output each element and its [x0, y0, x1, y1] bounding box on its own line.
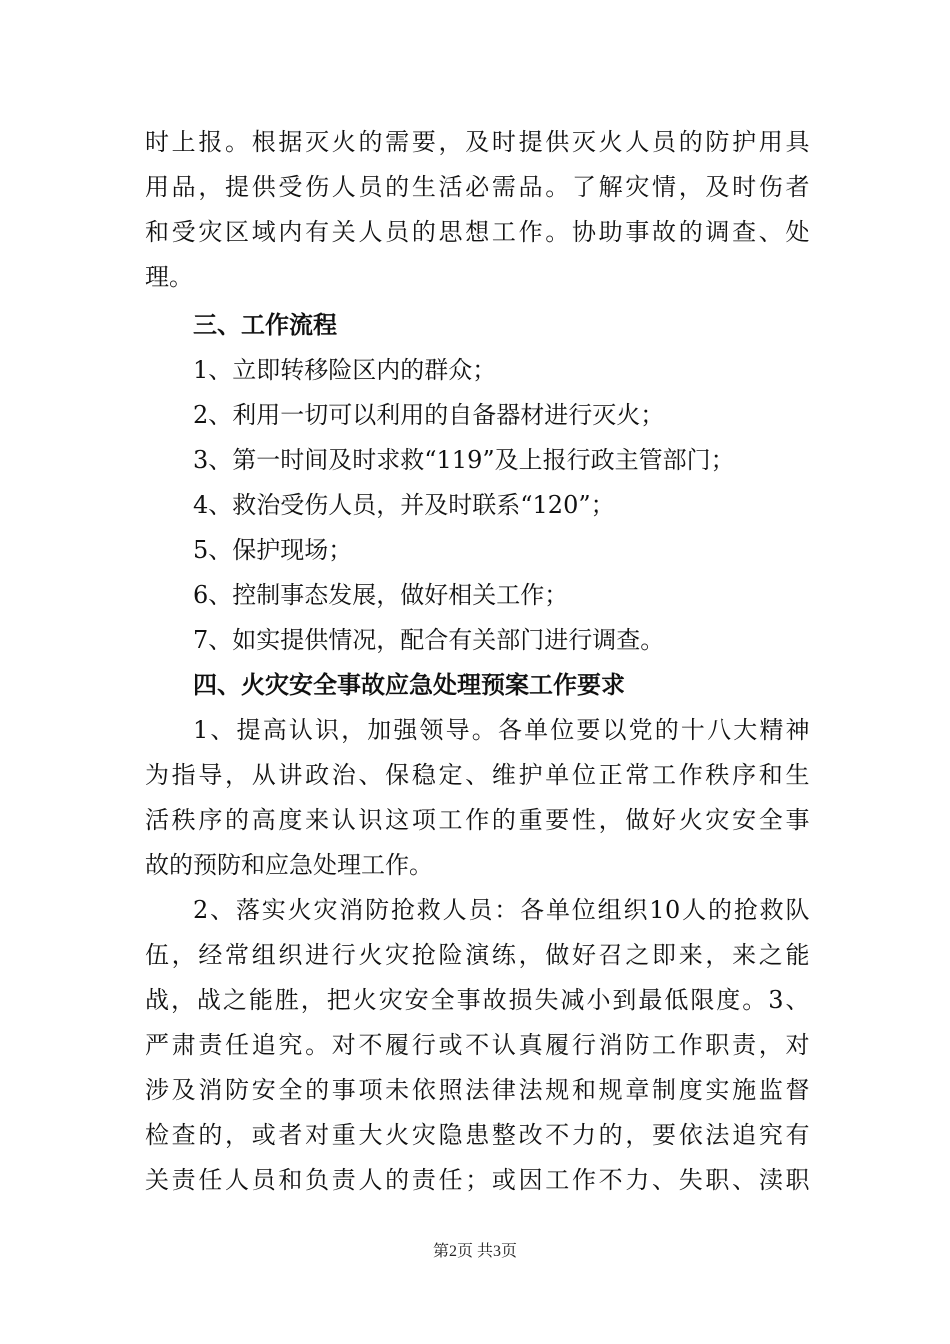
list-item: 4、救治受伤人员，并及时联系“120”； — [193, 491, 615, 519]
section-heading: 四、火灾安全事故应急处理预案工作要求 — [193, 671, 625, 699]
body-line: 关责任人员和负责人的责任；或因工作不力、失职、渎职 — [145, 1166, 810, 1194]
body-line: 和受灾区域内有关人员的思想工作。协助事故的调查、处 — [145, 218, 810, 246]
page-footer: 第2页 共3页 — [432, 1243, 517, 1260]
body-line: 活秩序的高度来认识这项工作的重要性，做好火灾安全事 — [145, 806, 810, 834]
body-line: 2、落实火灾消防抢救人员：各单位组织10人的抢救队 — [193, 896, 810, 924]
body-line: 检查的，或者对重大火灾隐患整改不力的，要依法追究有 — [145, 1121, 810, 1149]
list-item: 6、控制事态发展，做好相关工作； — [193, 581, 569, 609]
body-line: 时上报。根据灭火的需要，及时提供灭火人员的防护用具 — [145, 128, 810, 156]
body-line: 故的预防和应急处理工作。 — [145, 851, 433, 879]
body-line: 伍，经常组织进行火灾抢险演练，做好召之即来，来之能 — [145, 941, 810, 969]
body-line: 严肃责任追究。对不履行或不认真履行消防工作职责，对 — [145, 1031, 810, 1059]
list-item: 2、利用一切可以利用的自备器材进行灭火； — [193, 401, 665, 429]
body-line: 1、提高认识，加强领导。各单位要以党的十八大精神 — [193, 716, 810, 744]
list-item: 1、立即转移险区内的群众； — [193, 356, 497, 384]
body-line: 为指导，从讲政治、保稳定、维护单位正常工作秩序和生 — [145, 761, 810, 789]
body-line: 用品，提供受伤人员的生活必需品。了解灾情，及时伤者 — [145, 173, 810, 201]
list-item: 3、第一时间及时求救“119”及上报行政主管部门； — [193, 446, 735, 474]
body-line: 涉及消防安全的事项未依照法律法规和规章制度实施监督 — [145, 1076, 810, 1104]
body-line: 战，战之能胜，把火灾安全事故损失减小到最低限度。3、 — [145, 986, 810, 1014]
list-item: 7、如实提供情况，配合有关部门进行调查。 — [193, 626, 665, 654]
body-line: 理。 — [145, 263, 193, 291]
list-item: 5、保护现场； — [193, 536, 353, 564]
section-heading: 三、工作流程 — [193, 311, 337, 339]
